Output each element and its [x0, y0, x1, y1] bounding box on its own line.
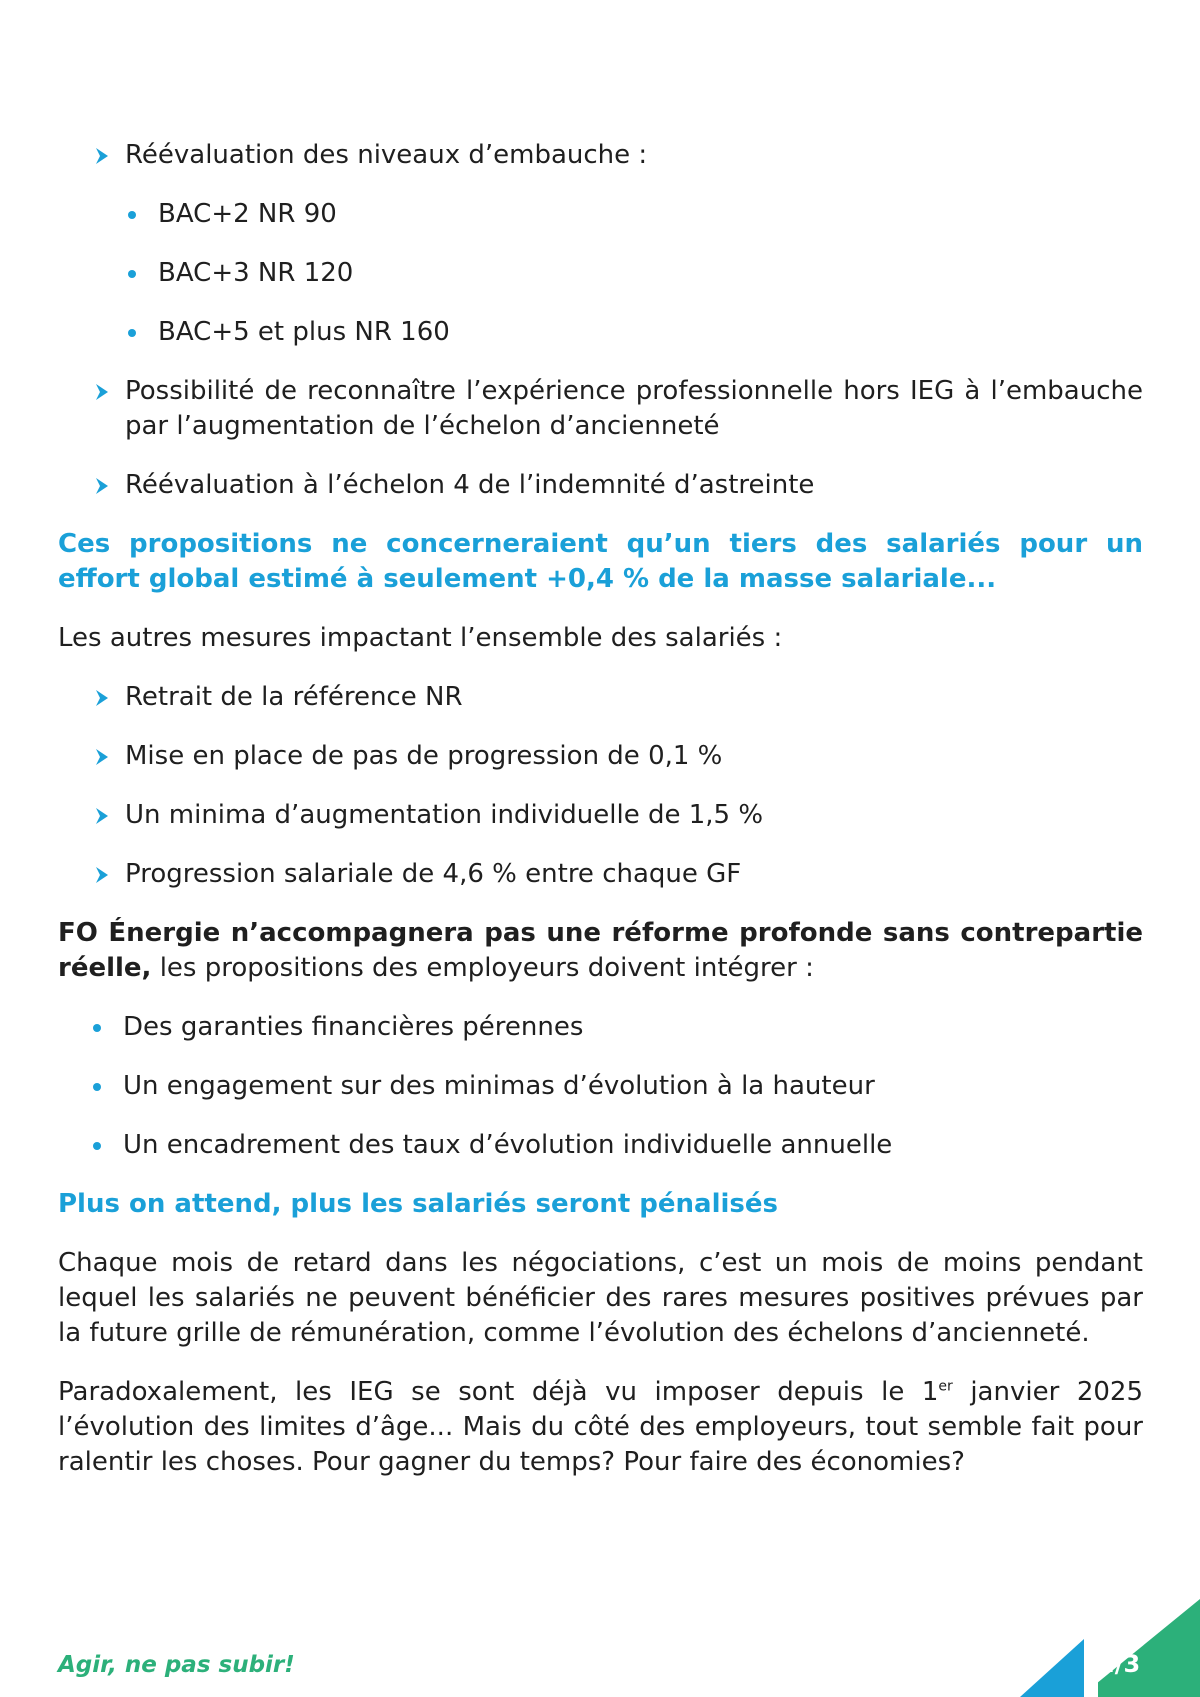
list-item-text: Des garanties financières pérennes — [123, 1012, 584, 1042]
list-item-text: Progression salariale de 4,6 % entre chaque GF — [125, 859, 742, 889]
list-item-text: BAC+5 et plus NR 160 — [158, 317, 450, 347]
list-item-text: Un minima d’augmentation individuelle de 1,5 % — [125, 800, 764, 830]
chevron-right-icon — [93, 138, 125, 165]
bullet-icon — [128, 197, 158, 219]
sub-list-item — [128, 256, 1143, 291]
list-item-measure — [93, 798, 1143, 833]
list-item-measure — [93, 680, 1143, 715]
chevron-right-icon — [93, 739, 125, 766]
paradox-superscript: er — [938, 1378, 953, 1395]
list-item-guarantee — [93, 1128, 1143, 1163]
fo-statement-rest: les propositions des employeurs doivent intégrer : — [159, 953, 814, 983]
list-item-experience — [93, 374, 1143, 444]
paradox-text-start: Paradoxalement, les IEG se sont déjà vu imposer depuis le 1 — [58, 1377, 939, 1407]
fo-statement-bold: FO Énergie n’accompagnera pas une réforme profonde sans contrepartie réelle, — [58, 918, 1143, 983]
chevron-right-icon — [93, 857, 125, 884]
list-item-hiring — [93, 138, 1143, 173]
list-item-text: BAC+2 NR 90 — [158, 199, 337, 229]
paragraph-paradox — [58, 1375, 1143, 1480]
list-item-text: Réévaluation à l’échelon 4 de l’indemnité d’astreinte — [125, 470, 815, 500]
list-item-text: Un encadrement des taux d’évolution individuelle annuelle — [123, 1130, 893, 1160]
chevron-right-icon — [93, 374, 125, 401]
headline-wait: Plus on attend, plus les salariés seront pénalisés — [58, 1189, 779, 1219]
chevron-right-icon — [93, 798, 125, 825]
chevron-right-icon — [93, 468, 125, 495]
sub-list-item — [128, 197, 1143, 232]
other-measures-intro: Les autres mesures impactant l’ensemble des salariés : — [58, 623, 783, 653]
list-item-text: Un engagement sur des minimas d’évolution à la hauteur — [123, 1071, 875, 1101]
list-item-text: Mise en place de pas de progression de 0,1 % — [125, 741, 723, 771]
list-item-text: Réévaluation des niveaux d’embauche : — [125, 140, 648, 170]
headline-tiers: Ces propositions ne concerneraient qu’un tiers des salariés pour un effort global estimé à seulement +0,4 % de la masse salariale... — [58, 529, 1143, 594]
list-item-guarantee — [93, 1069, 1143, 1104]
bullet-icon — [93, 1010, 123, 1032]
list-item-measure — [93, 857, 1143, 892]
bullet-icon — [93, 1128, 123, 1150]
list-item-text: BAC+3 NR 120 — [158, 258, 354, 288]
document-body — [58, 138, 1143, 1504]
list-item-text: Retrait de la référence NR — [125, 682, 463, 712]
list-item-text: Possibilité de reconnaître l’expérience professionnelle hors IEG à l’embauche par l’augmentation de l’échelon d’ancienneté — [125, 376, 1143, 441]
list-item-astreinte — [93, 468, 1143, 503]
list-item-measure — [93, 739, 1143, 774]
fo-statement — [58, 916, 1143, 986]
chevron-right-icon — [93, 680, 125, 707]
page-number: 2/3 — [1098, 1650, 1141, 1678]
bullet-icon — [128, 315, 158, 337]
bullet-icon — [128, 256, 158, 278]
paragraph-delay: Chaque mois de retard dans les négociations, c’est un mois de moins pendant lequel les salariés ne peuvent bénéficier des rares mesures positives prévues par la future grille de rémunération, comme l’évolution des échelons d’ancienneté. — [58, 1248, 1143, 1348]
bullet-icon — [93, 1069, 123, 1091]
footer-slogan: Agir, ne pas subir! — [58, 1652, 295, 1678]
corner-decoration — [980, 1557, 1200, 1697]
paradox-text-end: janvier 2025 l’évolution des limites d’âge... Mais du côté des employeurs, tout semble fait pour ralentir les choses. Pour gagner du temps? Pour faire des économies? — [58, 1377, 1143, 1477]
sub-list-item — [128, 315, 1143, 350]
list-item-guarantee — [93, 1010, 1143, 1045]
